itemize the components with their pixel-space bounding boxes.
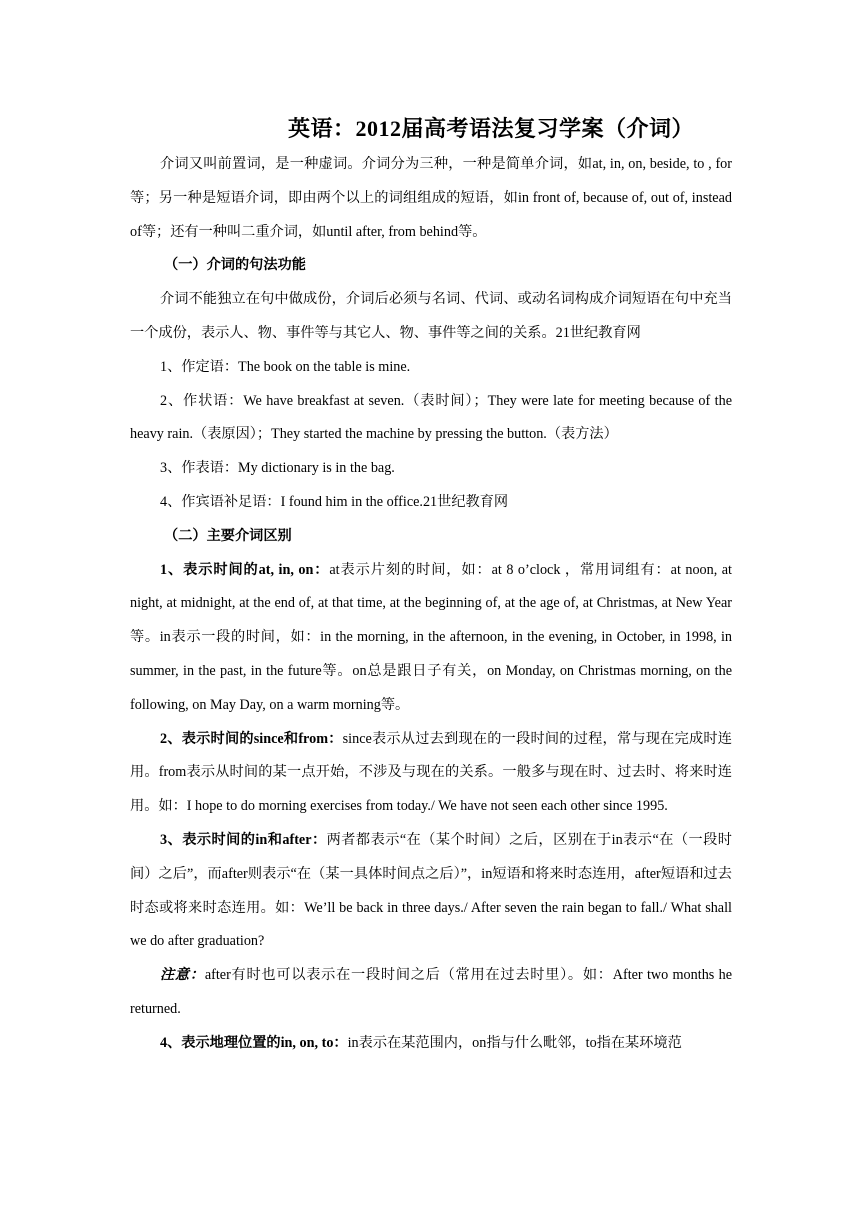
entry-lead: 3、表示时间的in和after： xyxy=(160,831,327,848)
note-text: after有时也可以表示在一段时间之后（常用在过去时里）。如：After two months he returned. xyxy=(130,967,732,1017)
entry-text: at表示片刻的时间，如：at 8 o’clock ，常用词组有：at noon, at night, at midnight, at the end of, at that time, at the beginning of, at the age of, at Christmas, at New Year等。in表示一段的时间，如：in the morning, in the afternoon, in the evening, in October, in 1998, in summer, in the past, in the future等。on总是跟日子有关，on Monday, on Christmas morning, on the following, on May Day, on a warm morning等。 xyxy=(130,561,733,713)
syntax-paragraph: 介词不能独立在句中做成份，介词后必须与名词、代词、或动名词构成介词短语在句中充当一个成份，表示人、物、事件等与其它人、物、事件等之间的关系。21世纪教育网 xyxy=(130,291,732,341)
entry-location xyxy=(130,1027,732,1061)
document-body xyxy=(130,148,732,1061)
syntax-item-predicative: 3、作表语：My dictionary is in the bag. xyxy=(160,460,395,477)
note-paragraph xyxy=(130,959,732,1027)
syntax-item-attribute: 1、作定语：The book on the table is mine. xyxy=(160,358,411,375)
entry-text: in表示在某范围内，on指与什么毗邻，to指在某环境范 xyxy=(347,1034,682,1051)
section-heading-syntax: （一）介词的句法功能 xyxy=(164,257,306,274)
entry-in-after xyxy=(130,824,732,959)
entry-at-in-on xyxy=(130,554,732,723)
section-heading-distinction: （二）主要介词区别 xyxy=(164,527,292,544)
syntax-item-adverbial: 2、作状语：We have breakfast at seven.（表时间）；They were late for meeting because of the heavy rain.（表原因）；They started the machine by pressing the button.（表方法） xyxy=(130,392,732,443)
entry-text: since表示从过去到现在的一段时间的过程，常与现在完成时连用。from表示从时间的某一点开始，不涉及与现在的关系。一般多与现在时、过去时、将来时连用。如：I hope to do morning exercises from today./ We have not seen each other since 1995. xyxy=(130,730,732,815)
note-lead: 注意： xyxy=(160,967,205,984)
entry-lead: 4、表示地理位置的in, on, to： xyxy=(160,1034,348,1051)
intro-paragraph: 介词又叫前置词，是一种虚词。介词分为三种，一种是简单介词，如at, in, on, beside, to , for等；另一种是短语介词，即由两个以上的词组组成的短语，如in front of, because of, out of, instead of等；还有一种叫二重介词，如until after, from behind等。 xyxy=(130,156,732,240)
entry-lead: 1、表示时间的at, in, on： xyxy=(160,561,330,578)
entry-lead: 2、表示时间的since和from： xyxy=(160,730,343,747)
entry-text: 两者都表示“在（某个时间）之后，区别在于in表示“在（一段时间）之后”，而after则表示“在（某一具体时间点之后）”，in短语和将来时态连用，after短语和过去时态或将来时态连用。如：We’ll be back in three days./ After seven the rain began to fall./ What shall we do after graduation? xyxy=(130,831,732,950)
entry-since-from xyxy=(130,723,732,824)
syntax-item-complement: 4、作宾语补足语：I found him in the office.21世纪教育网 xyxy=(160,493,509,510)
document-title: 英语：2012届高考语法复习学案（介词） xyxy=(288,116,695,141)
